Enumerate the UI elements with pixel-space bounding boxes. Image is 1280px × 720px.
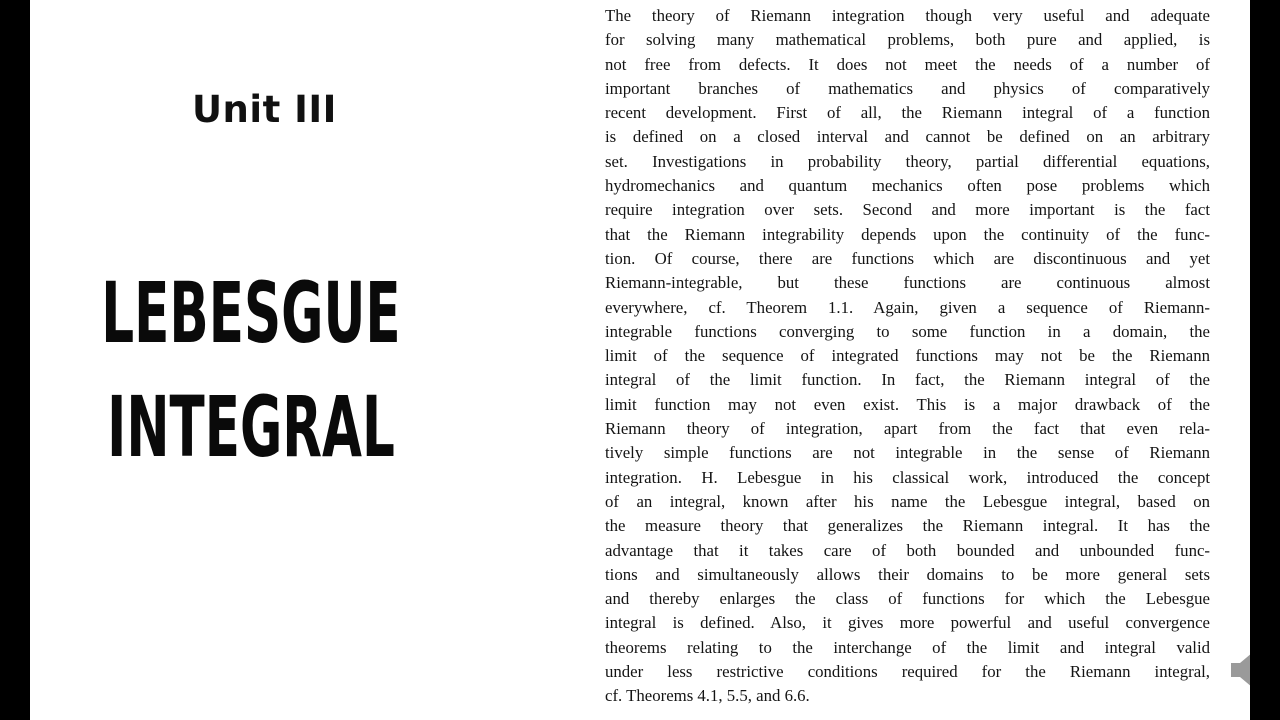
- passage-line: integral of the limit function. In fact, the Riemann integral of the: [605, 370, 1210, 390]
- passage-line: the measure theory that generalizes the Riemann integral. It has the: [605, 516, 1210, 536]
- passage-line: require integration over sets. Second and more important is the fact: [605, 200, 1210, 220]
- passage-line: tively simple functions are not integrable in the sense of Riemann: [605, 443, 1210, 463]
- passage-line: limit function may not even exist. This is a major drawback of the: [605, 394, 1210, 414]
- unit-label: Unit III: [192, 88, 337, 131]
- title-line-1: LEBESGUE: [101, 265, 401, 363]
- passage-line: hydromechanics and quantum mechanics often pose problems which: [605, 176, 1210, 196]
- passage-line: and thereby enlarges the class of functions for which the Lebesgue: [605, 589, 1210, 609]
- passage-line: cf. Theorems 4.1, 5.5, and 6.6.: [605, 686, 810, 706]
- passage-line: limit of the sequence of integrated functions may not be the Riemann: [605, 346, 1210, 366]
- passage-line: not free from defects. It does not meet the needs of a number of: [605, 54, 1210, 74]
- passage-line: integral is defined. Also, it gives more powerful and useful convergence: [605, 613, 1210, 633]
- passage-line: under less restrictive conditions required for the Riemann integral,: [605, 662, 1210, 682]
- passage-line: important branches of mathematics and physics of comparatively: [605, 78, 1210, 98]
- passage-line: tions and simultaneously allows their domains to be more general sets: [605, 564, 1210, 584]
- slide-canvas: [30, 0, 1250, 720]
- passage-line: that the Riemann integrability depends upon the continuity of the func-: [605, 224, 1210, 244]
- title-line-2: INTEGRAL: [107, 379, 395, 477]
- text-passage: [605, 4, 1210, 709]
- passage-line: integrable functions converging to some function in a domain, the: [605, 321, 1210, 341]
- passage-line: of an integral, known after his name the Lebesgue integral, based on: [605, 491, 1210, 511]
- passage-line: Riemann theory of integration, apart from the fact that even rela-: [605, 419, 1210, 439]
- passage-line: theorems relating to the interchange of the limit and integral valid: [605, 637, 1210, 657]
- passage-line: Riemann-integrable, but these functions are continuous almost: [605, 273, 1210, 293]
- passage-line: is defined on a closed interval and cannot be defined on an arbitrary: [605, 127, 1210, 147]
- passage-line: for solving many mathematical problems, both pure and applied, is: [605, 30, 1210, 50]
- passage-line: everywhere, cf. Theorem 1.1. Again, given a sequence of Riemann-: [605, 297, 1210, 317]
- speaker-icon[interactable]: [1225, 644, 1250, 696]
- passage-line: recent development. First of all, the Riemann integral of a function: [605, 103, 1210, 123]
- passage-line: tion. Of course, there are functions which are discontinuous and yet: [605, 248, 1210, 268]
- passage-line: The theory of Riemann integration though very useful and adequate: [605, 6, 1210, 25]
- slide-title: [95, 265, 406, 500]
- passage-line: integration. H. Lebesgue in his classical work, introduced the concept: [605, 467, 1210, 487]
- passage-line: advantage that it takes care of both bounded and unbounded func-: [605, 540, 1210, 560]
- passage-line: set. Investigations in probability theory, partial differential equations,: [605, 151, 1210, 171]
